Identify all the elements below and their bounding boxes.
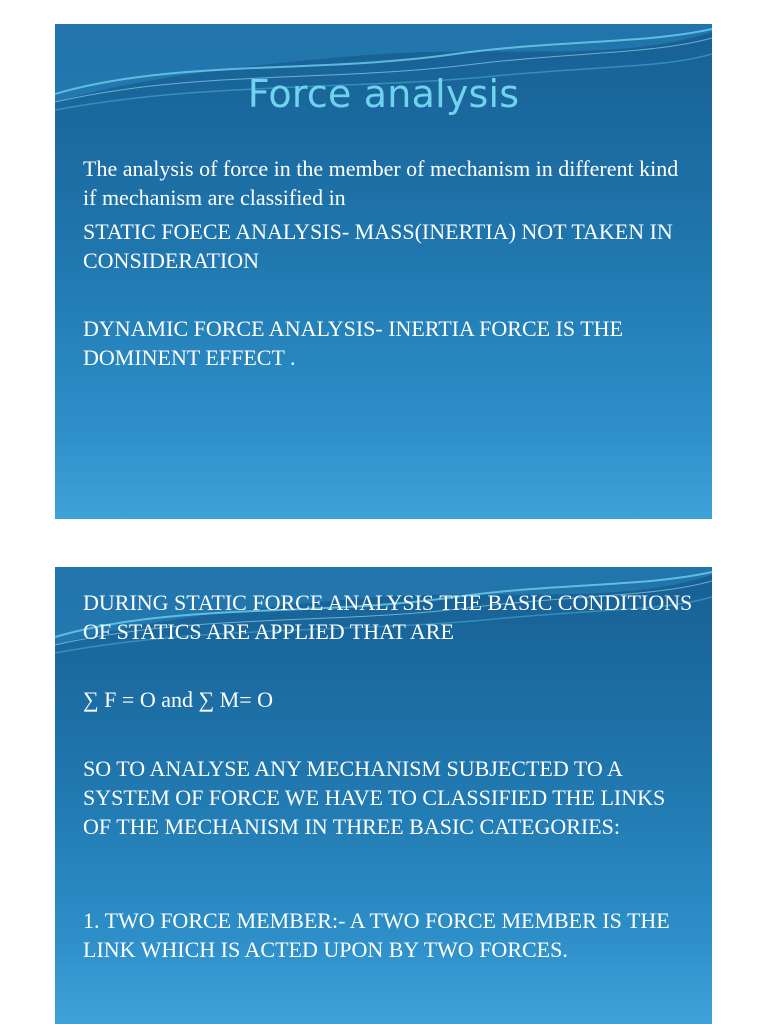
slide-title: Force analysis xyxy=(247,72,520,116)
equilibrium-equation: ∑ F = O and ∑ M= O xyxy=(83,687,274,712)
static-conditions-paragraph: DURING STATIC FORCE ANALYSIS THE BASIC CONDITIONS OF STATICS ARE APPLIED THAT ARE xyxy=(83,590,693,644)
dynamic-force-paragraph: DYNAMIC FORCE ANALYSIS- INERTIA FORCE IS THE DOMINENT EFFECT . xyxy=(83,316,623,370)
slide-2 xyxy=(55,567,712,1024)
classification-paragraph: SO TO ANALYSE ANY MECHANISM SUBJECTED TO A SYSTEM OF FORCE WE HAVE TO CLASSIFIED THE LINKS OF THE MECHANISM IN THREE BASIC CATEGORIES: xyxy=(83,756,666,839)
two-force-member-paragraph: 1. TWO FORCE MEMBER:- A TWO FORCE MEMBER IS THE LINK WHICH IS ACTED UPON BY TWO FORCES. xyxy=(83,908,670,962)
intro-paragraph: The analysis of force in the member of mechanism in different kind if mechanism are classified in xyxy=(83,156,679,210)
slide-1 xyxy=(55,24,712,519)
static-force-paragraph: STATIC FOECE ANALYSIS- MASS(INERTIA) NOT TAKEN IN CONSIDERATION xyxy=(83,219,673,273)
